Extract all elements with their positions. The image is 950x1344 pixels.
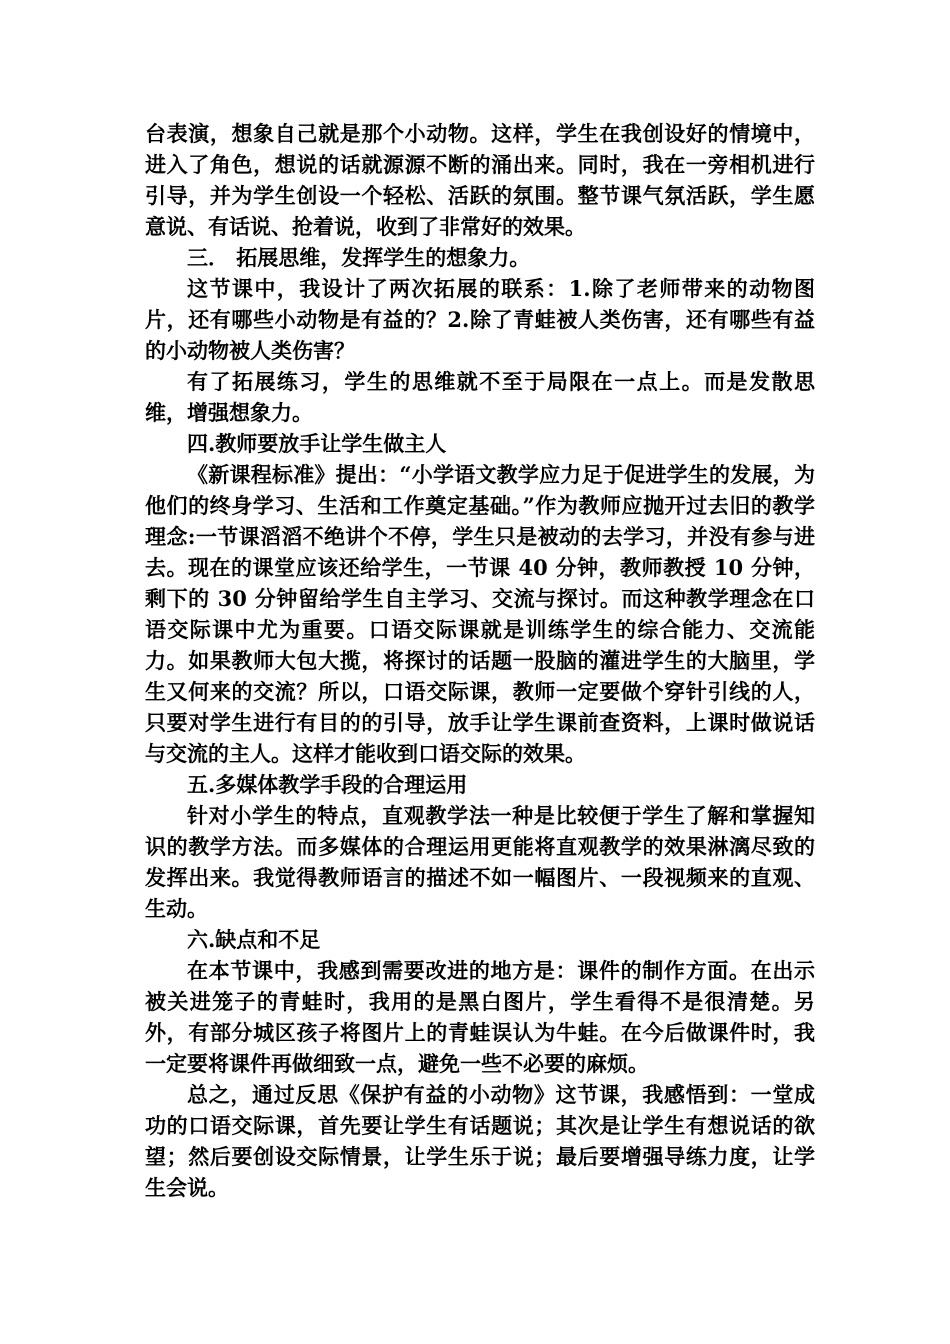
body-paragraph-6: 在本节课中，我感到需要改进的地方是：课件的制作方面。在出示被关进笼子的青蛙时，我用的是黑白图片，学生看得不是很清楚。另外，有部分城区孩子将图片上的青蛙误认为牛蛙。在今后做课件时，我一定要将课件再做细致一点，避免一些不必要的麻烦。 bbox=[145, 958, 815, 1076]
body-paragraph-4: 《新课程标准》提出：“小学语文教学应力足于促进学生的发展，为他们的终身学习、生活和工作奠定基础。”作为教师应抛开过去旧的教学理念:一节课滔滔不绝讲个不停，学生只是被动的去学习，并没有参与进去。现在的课堂应该还给学生，一节课 40 分钟，教师教授 10 分钟，剩下的 30 分钟留给学生自主学习、交流与探讨。而这种教学理念在口语交际课中尤为重要。口语交际课就是训练学生的综合能力、交流能力。如果教师大包大揽，将探讨的话题一股脑的灌进学生的大脑里，学生又何来的交流？所以，口语交际课，教师一定要做个穿针引线的人，只要对学生进行有目的的引导，放手让学生课前查资料，上课时做说话与交流的主人。这样才能收到口语交际的效果。 bbox=[145, 462, 815, 766]
conclusion-paragraph: 总之，通过反思《保护有益的小动物》这节课，我感悟到：一堂成功的口语交际课，首先要让学生有话题说；其次是让学生有想说话的欲望；然后要创设交际情景，让学生乐于说；最后要增强导练力度，让学生会说。 bbox=[145, 1082, 815, 1200]
body-paragraph-3: 有了拓展练习，学生的思维就不至于局限在一点上。而是发散思维，增强想象力。 bbox=[145, 369, 815, 425]
body-paragraph-1: 台表演，想象自己就是那个小动物。这样，学生在我创设好的情境中，进入了角色，想说的话就源源不断的涌出来。同时，我在一旁相机进行引导，并为学生创设一个轻松、活跃的氛围。整节课气氛活跃，学生愿意说、有话说、抢着说，收到了非常好的效果。 bbox=[145, 121, 815, 239]
section-heading-3: 三． 拓展思维，发挥学生的想象力。 bbox=[187, 245, 531, 270]
section-heading-5: 五.多媒体教学手段的合理运用 bbox=[187, 772, 468, 797]
body-paragraph-2: 这节课中，我设计了两次拓展的联系：1.除了老师带来的动物图片，还有哪些小动物是有益的？2.除了青蛙被人类伤害，还有哪些有益的小动物被人类伤害？ bbox=[145, 276, 815, 363]
document-body bbox=[145, 118, 815, 1203]
section-heading-4: 四.教师要放手让学生做主人 bbox=[187, 431, 447, 456]
body-paragraph-5: 针对小学生的特点，直观教学法一种是比较便于学生了解和掌握知识的教学方法。而多媒体的合理运用更能将直观教学的效果淋漓尽致的发挥出来。我觉得教师语言的描述不如一幅图片、一段视频来的直观、生动。 bbox=[145, 803, 815, 921]
section-heading-6: 六.缺点和不足 bbox=[187, 927, 321, 952]
